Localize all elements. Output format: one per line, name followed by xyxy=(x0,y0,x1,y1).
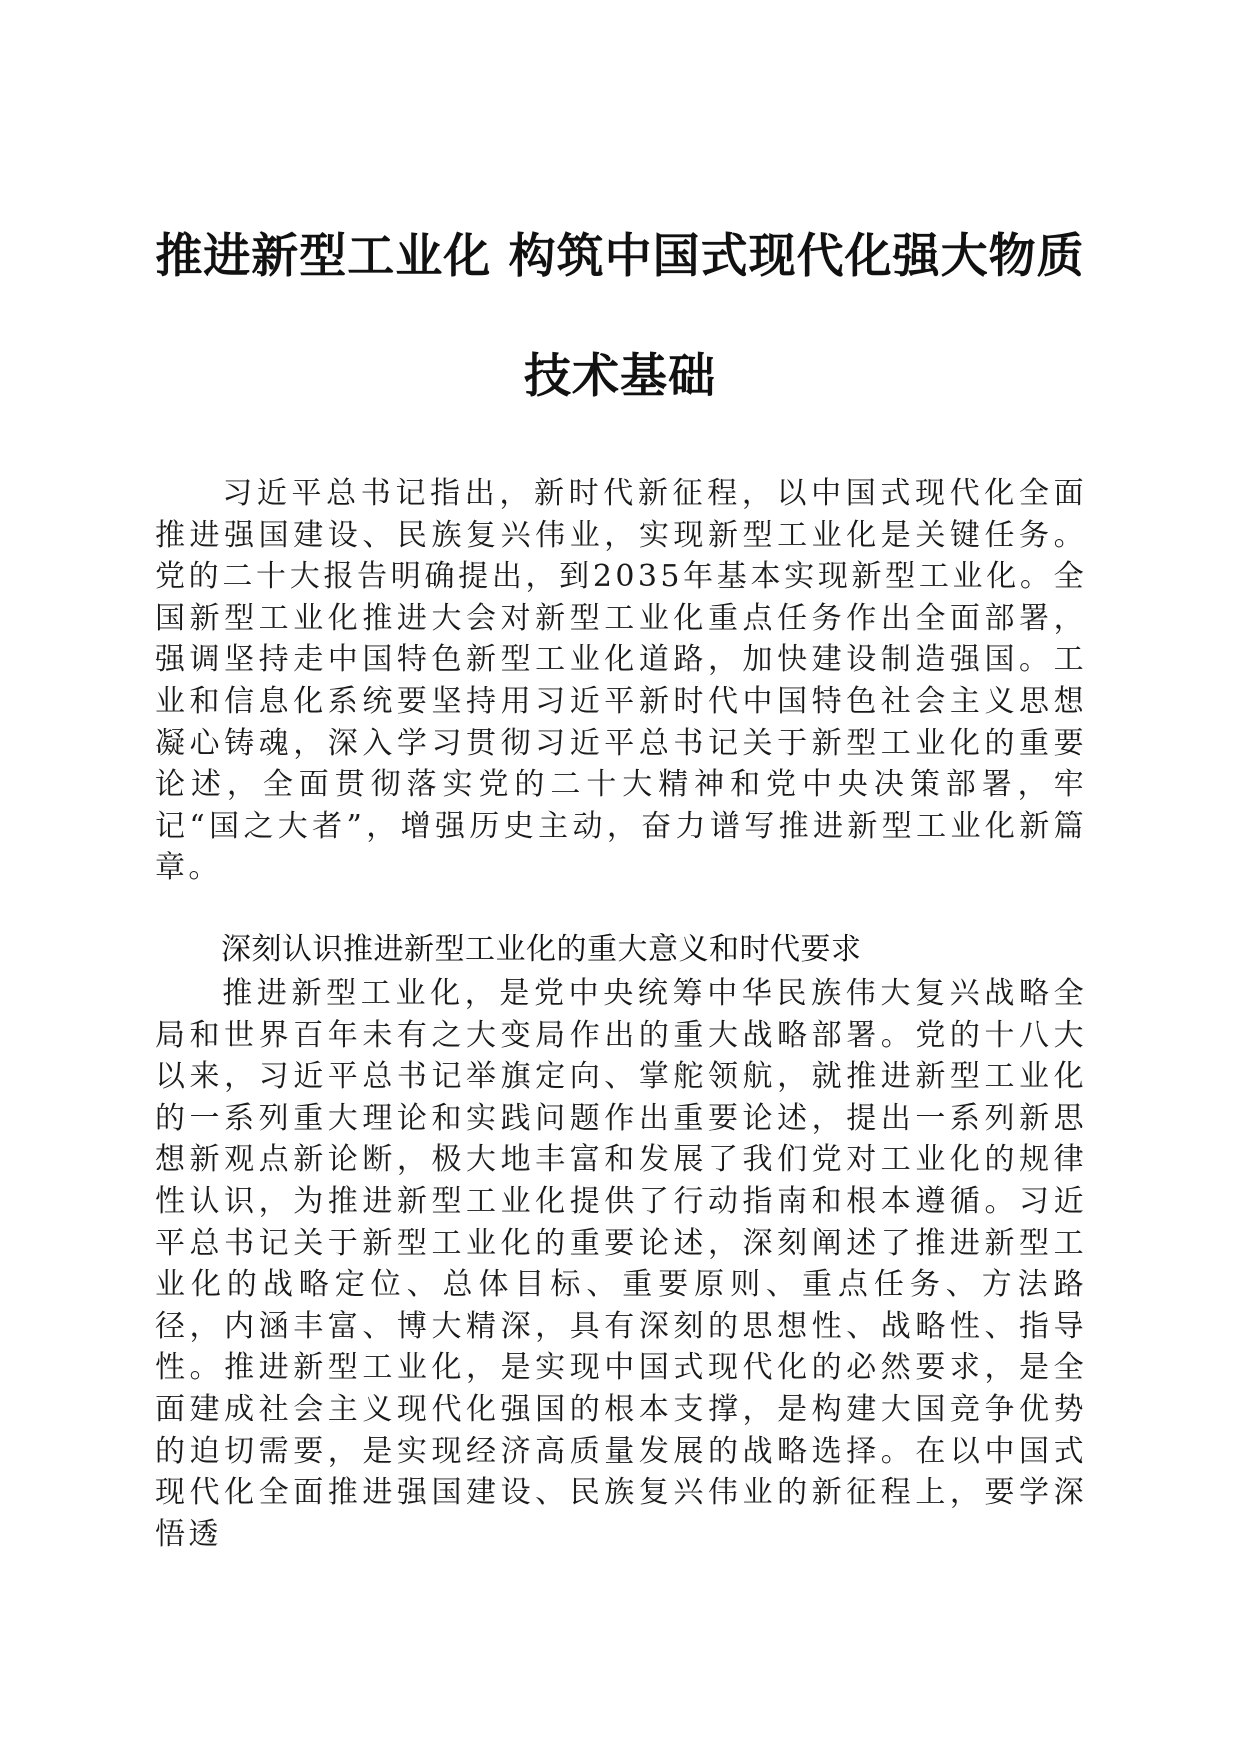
document-title-line-2: 技术基础 xyxy=(524,349,716,404)
body-paragraph-2-text: 推进新型工业化，是党中央统筹中华民族伟大复兴战略全局和世界百年未有之大变局作出的重大战略部署。党的十八大以来，习近平总书记举旗定向、掌舵领航，就推进新型工业化的一系列重大理论和实践问题作出重要论述，提出一系列新思想新观点新论断，极大地丰富和发展了我们党对工业化的规律性认识，为推进新型工业化提供了行动指南和根本遵循。习近平总书记关于新型工业化的重要论述，深刻阐述了推进新型工业化的战略定位、总体目标、重要原则、重点任务、方法路径，内涵丰富、博大精深，具有深刻的思想性、战略性、指导性。推进新型工业化，是实现中国式现代化的必然要求，是全面建成社会主义现代化强国的根本支撑，是构建大国竞争优势的迫切需要，是实现经济高质量发展的战略选择。在以中国式现代化全面推进强国建设、民族复兴伟业的新征程上，要学深悟透 xyxy=(155,976,1087,1552)
document-title-line-1: 推进新型工业化 构筑中国式现代化强大物质 xyxy=(155,229,1085,284)
body-paragraph-1 xyxy=(155,473,1087,889)
body-paragraph-1-text: 习近平总书记指出，新时代新征程，以中国式现代化全面推进强国建设、民族复兴伟业，实现新型工业化是关键任务。党的二十大报告明确提出，到2035年基本实现新型工业化。全国新型工业化推进大会对新型工业化重点任务作出全面部署，强调坚持走中国特色新型工业化道路，加快建设制造强国。工业和信息化系统要坚持用习近平新时代中国特色社会主义思想凝心铸魂，深入学习贯彻习近平总书记关于新型工业化的重要论述，全面贯彻落实党的二十大精神和党中央决策部署，牢记“国之大者”，增强历史主动，奋力谱写推进新型工业化新篇章。 xyxy=(155,476,1087,886)
section-heading: 深刻认识推进新型工业化的重大意义和时代要求 xyxy=(221,932,862,967)
body-paragraph-2 xyxy=(155,973,1087,1555)
